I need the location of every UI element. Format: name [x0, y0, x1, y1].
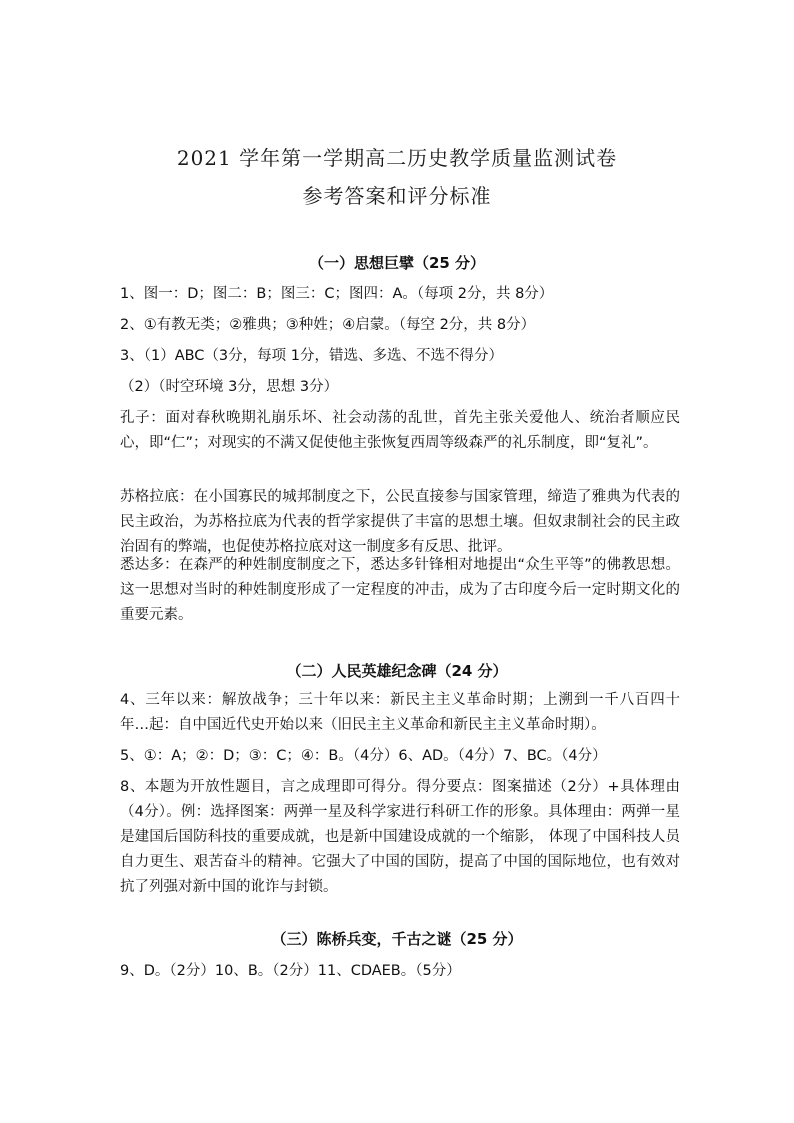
section-heading-2: （二）人民英雄纪念碑（24 分）: [286, 662, 508, 680]
answer-item-9-10-11: 9、D。（2分）10、B。（2分）11、CDAEB。（5分）: [120, 963, 461, 979]
answer-paragraph-confucius: 孔子：面对春秋晚期礼崩乐坏、社会动荡的乱世，首先主张关爱他人、统治者顺应民心，即“仁”；对现实的不满又促使他主张恢复西周等级森严的礼乐制度，即“复礼”。: [120, 410, 680, 451]
section-heading-1: （一）思想巨擘（25 分）: [308, 254, 486, 272]
answer-item-1: 1、图一：D；图二：B；图三：C；图四：A。（每项 2分，共 8分）: [120, 286, 554, 302]
answer-item-5-6-7: 5、①：A；②：D；③：C；④：B。（4分）6、AD。（4分）7、BC。（4分）: [120, 748, 607, 764]
answer-item-3-2: （2）（时空环境 3分，思想 3分）: [120, 379, 339, 395]
answer-item-4: 4、三年以来：解放战争；三十年以来：新民主主义革命时期；上溯到一千八百四十年…起：自中国近代史开始以来（旧民主主义革命和新民主主义革命时期）。: [120, 692, 680, 733]
answer-paragraph-siddhartha: 悉达多：在森严的种姓制度制度之下，悉达多针锋相对地提出“众生平等”的佛教思想。这一思想对当时的种姓制度形成了一定程度的冲击，成为了古印度今后一定时期文化的重要元素。: [120, 557, 680, 623]
answer-paragraph-socrates: 苏格拉底：在小国寡民的城邦制度之下，公民直接参与国家管理，缔造了雅典为代表的民主政治，为苏格拉底为代表的哲学家提供了丰富的思想土壤。但奴隶制社会的民主政治固有的弊端，也促使苏格拉底对这一制度多有反思、批评。: [120, 489, 680, 555]
answer-item-3: 3、（1）ABC（3分，每项 1分，错选、多选、不选不得分）: [120, 348, 503, 364]
answer-item-8: 8、本题为开放性题目，言之成理即可得分。得分要点：图案描述（2分）+具体理由（4分）。例：选择图案：两弹一星及科学家进行科研工作的形象。具体理由：两弹一星是建国后国防科技的重要成就，也是新中国建设成就的一个缩影， 体现了中国科技人员自力更生、艰苦奋斗的精神。它强大了中国的国防，提高了中国的国际地位，也有效对抗了列强对新中国的讹诈与封锁。: [120, 779, 680, 895]
answer-item-2: 2、①有教无类；②雅典；③种姓；④启蒙。（每空 2分，共 8分）: [120, 317, 536, 333]
document-subtitle: 参考答案和评分标准: [302, 184, 492, 208]
document-title: 2021 学年第一学期高二历史教学质量监测试卷: [176, 146, 618, 170]
section-heading-3: （三）陈桥兵变，千古之谜（25 分）: [271, 930, 523, 948]
